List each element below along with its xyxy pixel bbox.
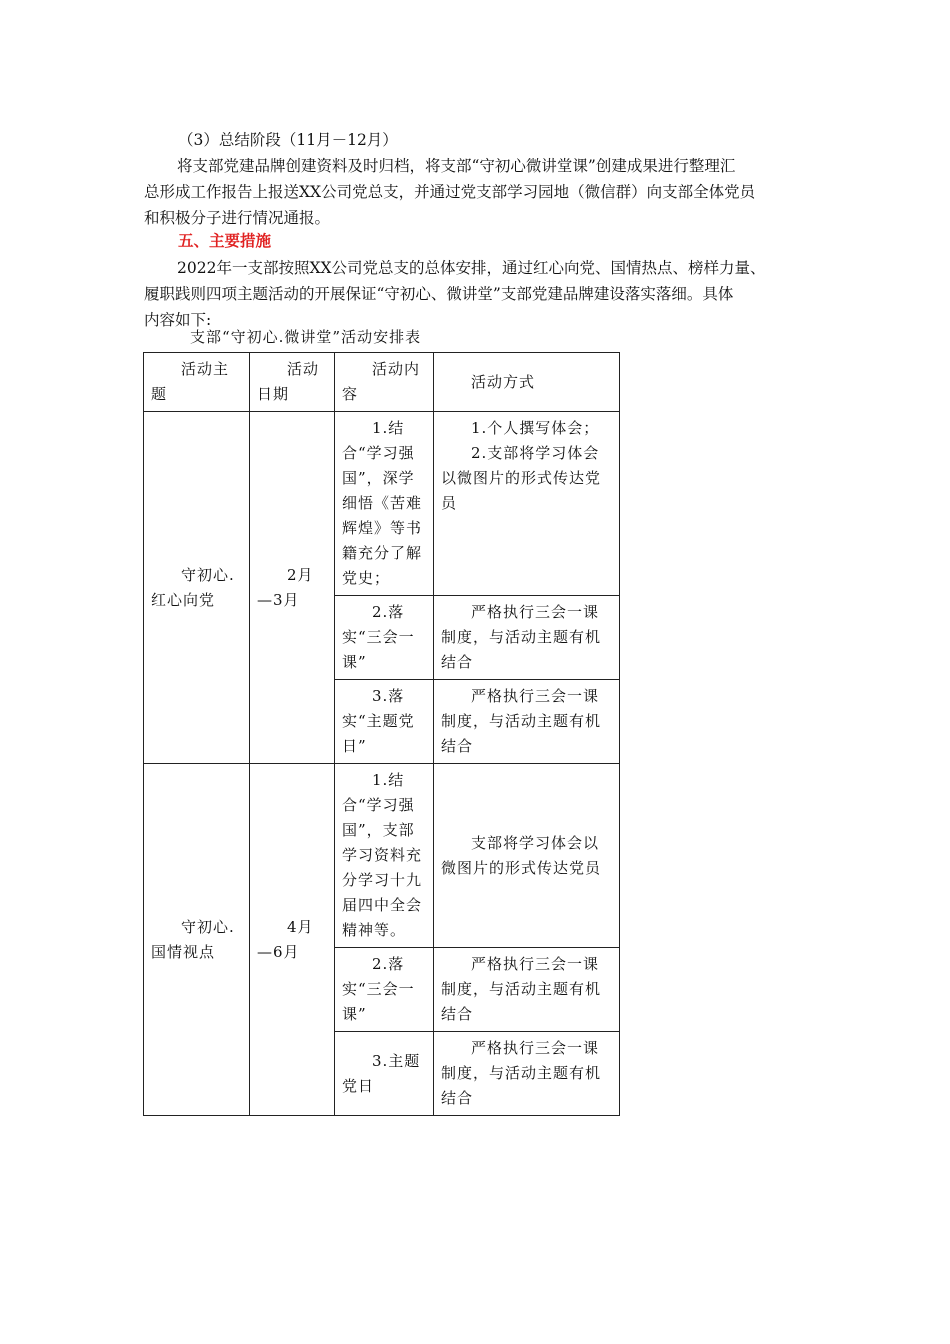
header-cell: 活动主题 — [144, 353, 250, 412]
text-line: 履职践则四项主题活动的开展保证“守初心、微讲堂”支部党建品牌建设落实落细。具体 — [144, 285, 734, 303]
method-cell: 严格执行三会一课制度，与活动主题有机结合 — [434, 948, 620, 1032]
section3-title: （3）总结阶段（11月－12月） — [178, 131, 398, 149]
method-cell: 支部将学习体会以微图片的形式传达党员 — [434, 764, 620, 948]
header-cell: 活动日期 — [250, 353, 335, 412]
content-cell: 1.结合“学习强国”，支部学习资料充分学习十九届四中全会精神等。 — [335, 764, 434, 948]
content-cell: 3.落实“主题党日” — [335, 680, 434, 764]
text-line: 内容如下: — [144, 311, 212, 329]
table-caption: 支部“守初心.微讲堂”活动安排表 — [190, 328, 422, 346]
section5-heading: 五、主要措施 — [178, 232, 272, 250]
content-cell: 1.结合“学习强国”，深学细悟《苦难辉煌》等书籍充分了解党史； — [335, 412, 434, 596]
content-cell: 2.落实“三会一课” — [335, 596, 434, 680]
date-cell: 4月—6月 — [250, 764, 335, 1116]
text-line: 和积极分子进行情况通报。 — [144, 209, 331, 227]
method-cell: 严格执行三会一课制度，与活动主题有机结合 — [434, 680, 620, 764]
theme-cell: 守初心.红心向党 — [144, 412, 250, 764]
section5-paragraph — [144, 255, 808, 333]
method-cell: 严格执行三会一课制度，与活动主题有机结合 — [434, 1032, 620, 1116]
content-cell: 3.主题党日 — [335, 1032, 434, 1116]
header-cell: 活动方式 — [434, 353, 620, 412]
table-header-row — [144, 353, 620, 412]
activity-schedule-table — [143, 352, 620, 1116]
header-cell: 活动内容 — [335, 353, 434, 412]
method-cell: 严格执行三会一课制度，与活动主题有机结合 — [434, 596, 620, 680]
content-cell: 2.落实“三会一课” — [335, 948, 434, 1032]
section3-paragraph — [144, 153, 808, 231]
theme-cell: 守初心.国情视点 — [144, 764, 250, 1116]
table-row — [144, 764, 620, 948]
date-cell: 2月—3月 — [250, 412, 335, 764]
text-line: 总形成工作报告上报送XX公司党总支，并通过党支部学习园地（微信群）向支部全体党员 — [144, 183, 756, 201]
text-line: 将支部党建品牌创建资料及时归档，将支部“守初心微讲堂课”创建成果进行整理汇 — [177, 157, 736, 175]
table-row — [144, 412, 620, 596]
method-cell: 1.个人撰写体会； 2.支部将学习体会以微图片的形式传达党员 — [434, 412, 620, 596]
text-line: 2022年一支部按照XX公司党总支的总体安排，通过红心向党、国情热点、榜样力量、 — [177, 259, 766, 277]
